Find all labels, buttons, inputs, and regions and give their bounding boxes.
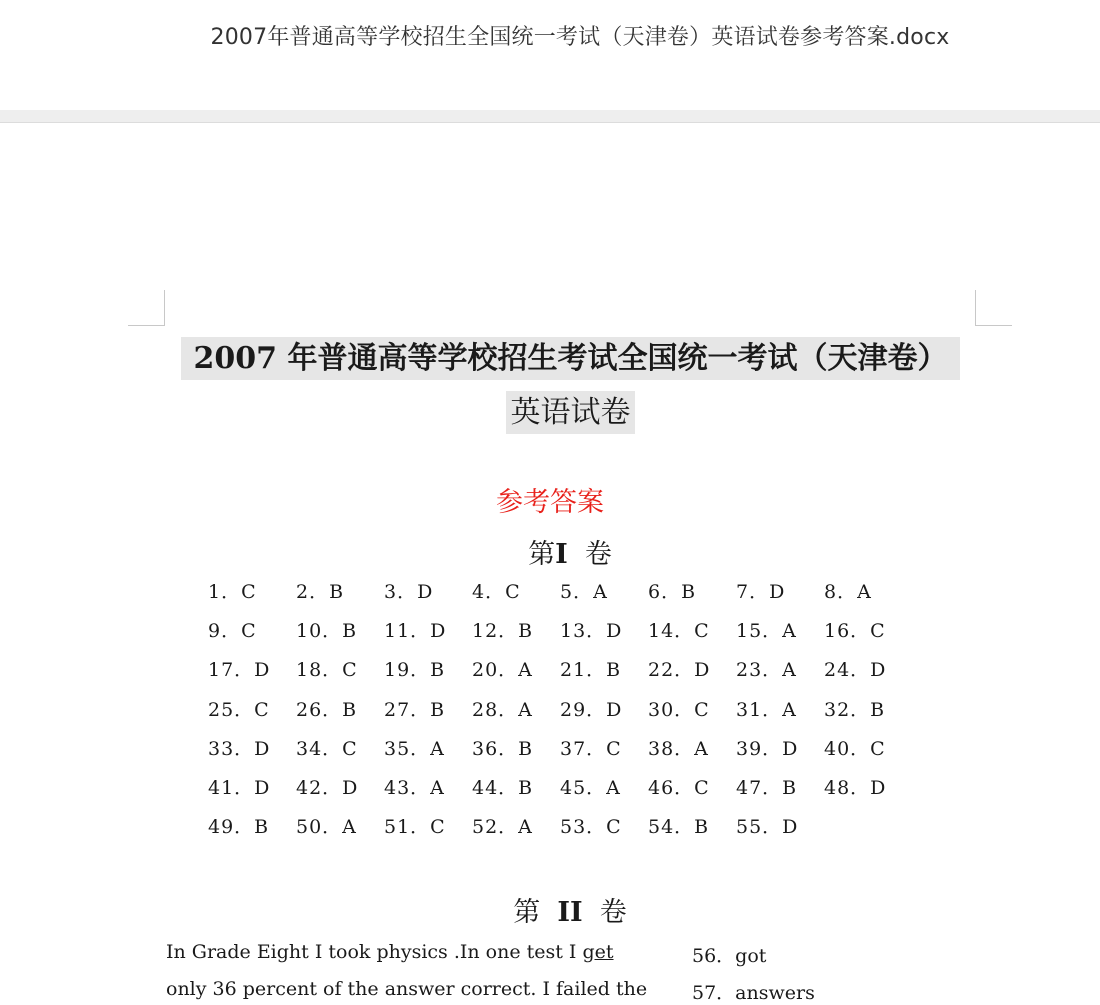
answer-item: 24．D [824,659,887,682]
answer-item: 47．B [736,776,798,799]
answer-item: 43．A [384,776,445,799]
answer-item: 21．B [560,659,622,682]
part-1-numeral: I [555,539,568,570]
passage-answer-57: 57．answers [692,982,815,1004]
answer-item: 28．A [472,698,533,721]
answer-item: 1．C [208,581,257,603]
answer-item: 48．D [824,776,887,799]
answer-item: 55．D [736,816,799,839]
answer-item: 13．D [560,620,623,643]
answer-item: 45．A [560,776,621,799]
file-title: 2007年普通高等学校招生全国统一考试（天津卷）英语试卷参考答案.docx [210,25,950,50]
answer-key-heading: 参考答案 [496,487,604,518]
answer-item: 49．B [208,816,270,839]
answer-item: 38．A [648,737,709,760]
answer-item: 8．A [824,581,872,603]
answer-item: 23．A [736,659,797,682]
part-1-suffix: 卷 [584,539,612,570]
answer-item: 41．D [208,776,271,799]
answer-item: 54．B [648,816,710,839]
part-1-heading [0,532,1100,571]
answer-item: 12．B [472,620,534,643]
document-title: 2007 年普通高等学校招生考试全国统一考试（天津卷） [181,337,960,380]
answer-item: 42．D [296,776,359,799]
answer-item: 4．C [472,581,521,603]
answer-item: 37．C [560,737,622,760]
answer-item: 31．A [736,698,797,721]
answer-item: 11．D [384,620,447,643]
passage-text: In Grade Eight I took physics .In one test I [166,941,583,963]
answer-item: 9．C [208,620,257,643]
answer-item: 15．A [736,620,797,643]
answer-item: 44．B [472,776,534,799]
answer-item: 7．D [736,581,786,603]
part-2-heading [0,890,1100,929]
answer-item: 32．B [824,698,886,721]
answer-item: 5．A [560,581,608,603]
answer-item: 29．D [560,698,623,721]
answer-item: 52．A [472,816,533,839]
answer-item: 39．D [736,737,799,760]
answer-item: 6．B [648,581,697,603]
answer-item: 34．C [296,737,358,760]
passage-text: only 36 percent of the answer correct. I failed the [166,978,648,1000]
answer-item: 2．B [296,581,345,603]
page-corner-mark-left [128,290,165,326]
part-2-prefix: 第 [513,897,541,928]
part-2-numeral: II [557,897,583,928]
answer-item: 53．C [560,816,622,839]
answer-item: 3．D [384,581,434,603]
passage-line-1 [166,941,614,963]
answer-item: 19．B [384,659,446,682]
page-corner-mark-right [975,290,1012,326]
answer-item: 46．C [648,776,710,799]
answer-item: 40．C [824,737,886,760]
page-separator [0,110,1100,123]
answer-item: 26．B [296,698,358,721]
answer-item: 33．D [208,737,271,760]
answer-item: 16．C [824,620,886,643]
answer-item: 36．B [472,737,534,760]
answer-item: 18．C [296,659,358,682]
answer-item: 25．C [208,698,270,721]
answer-item: 17．D [208,659,271,682]
answer-item: 20．A [472,659,533,682]
file-header [0,0,1100,110]
answer-item: 27．B [384,698,446,721]
part-2-suffix: 卷 [599,897,627,928]
passage-error-word: get [582,941,614,963]
answer-item: 22．D [648,659,711,682]
answer-item: 30．C [648,698,710,721]
answer-item: 35．A [384,737,445,760]
answer-item: 14．C [648,620,710,643]
passage-line-2 [166,978,647,1000]
part-1-prefix: 第 [528,539,556,570]
answer-item: 50．A [296,816,357,839]
answer-item: 10．B [296,620,358,643]
passage-answer-56: 56．got [692,945,767,967]
answer-item: 51．C [384,816,446,839]
document-subtitle: 英语试卷 [506,391,635,434]
